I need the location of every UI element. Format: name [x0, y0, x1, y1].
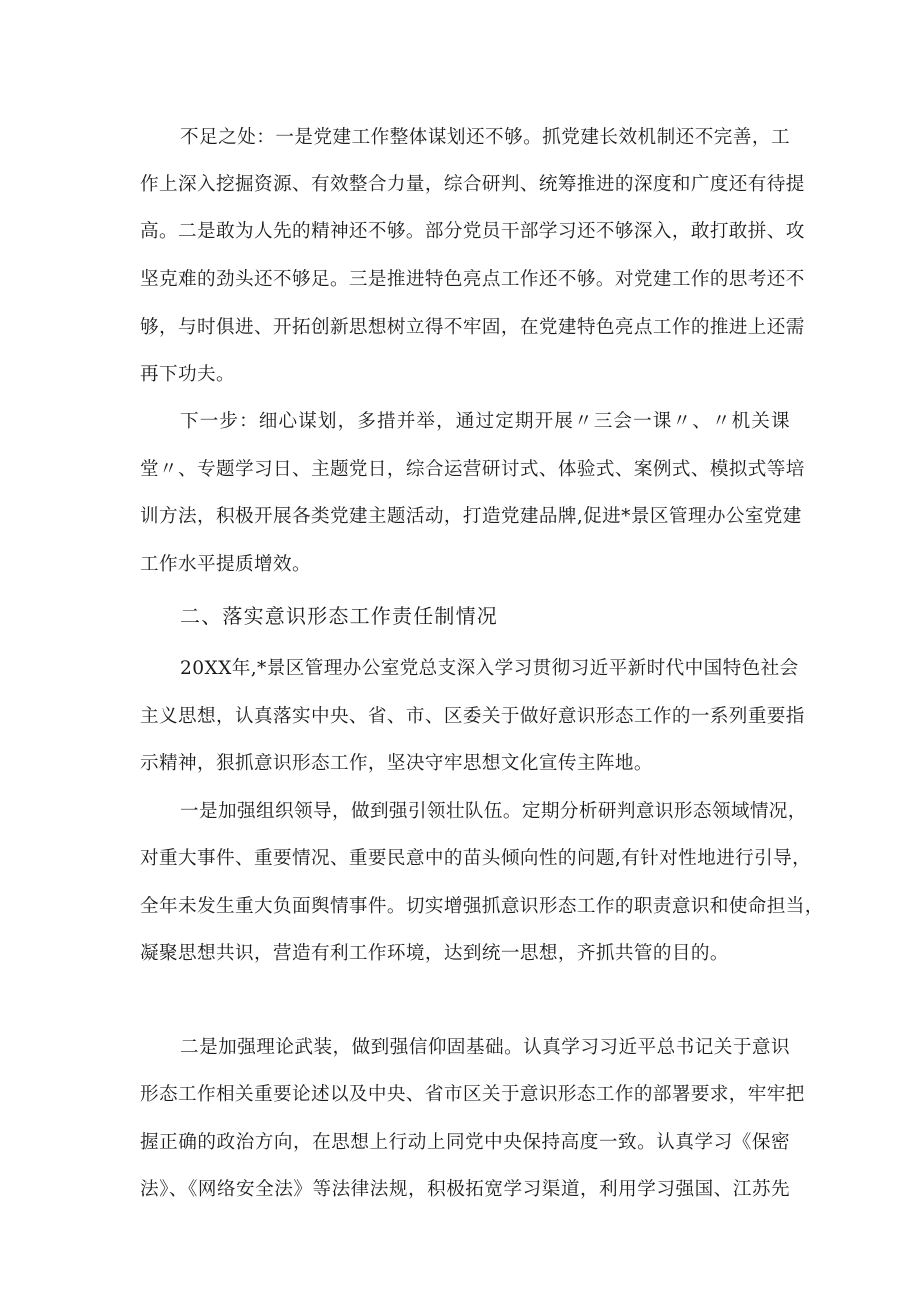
paragraph-shortcomings-line-6: 再下功夫。 — [140, 364, 235, 385]
paragraph-ideology-intro-line-1: 20XX年,*景区管理办公室党总支深入学习贯彻习近平新时代中国特色社会 — [180, 658, 799, 679]
paragraph-next-step-line-2: 堂〃、专题学习日、主题党日，综合运营研讨式、体验式、案例式、模拟式等培 — [140, 459, 805, 480]
section-heading: 二、落实意识形态工作责任制情况 — [180, 604, 498, 628]
paragraph-shortcomings-line-4: 坚克难的劲头还不够足。三是推进特色亮点工作还不够。对党建工作的思考还不 — [140, 269, 805, 290]
paragraph-ideology-intro-line-3: 示精神，狠抓意识形态工作，坚决守牢思想文化宣传主阵地。 — [140, 753, 653, 774]
paragraph-organization-line-2: 对重大事件、重要情况、重要民意中的苗头倾向性的问题,有针对性地进行引导， — [140, 848, 812, 869]
paragraph-shortcomings-line-3: 高。二是敢为人先的精神还不够。部分党员干部学习还不够深入，敢打敢拼、攻 — [140, 221, 805, 242]
paragraph-next-step-line-1: 下一步：细心谋划，多措并举，通过定期开展〃三会一课〃、〃机关课 — [180, 411, 790, 432]
paragraph-theory-line-4: 法》、《网络安全法》等法律法规，积极拓宽学习渠道，利用学习强国、江苏先 — [140, 1179, 790, 1200]
paragraph-organization-line-1: 一是加强组织领导，做到强引领壮队伍。定期分析研判意识形态领域情况， — [180, 801, 807, 822]
paragraph-theory-line-1: 二是加强理论武装，做到强信仰固基础。认真学习习近平总书记关于意识 — [180, 1037, 790, 1058]
paragraph-theory-line-3: 握正确的政治方向，在思想上行动上同党中央保持高度一致。认真学习《保密 — [140, 1132, 790, 1153]
paragraph-next-step-line-4: 工作水平提质增效。 — [140, 554, 311, 575]
paragraph-theory-line-2: 形态工作相关重要论述以及中央、省市区关于意识形态工作的部署要求，牢牢把 — [140, 1084, 805, 1105]
paragraph-shortcomings-line-2: 作上深入挖掘资源、有效整合力量，综合研判、统筹推进的深度和广度还有待提 — [140, 174, 805, 195]
paragraph-shortcomings-line-5: 够，与时俱进、开拓创新思想树立得不牢固，在党建特色亮点工作的推进上还需 — [140, 317, 805, 338]
paragraph-organization-line-4: 凝聚思想共识，营造有利工作环境，达到统一思想，齐抓共管的目的。 — [140, 943, 729, 964]
paragraph-next-step-line-3: 训方法，积极开展各类党建主题活动，打造党建品牌,促进*景区管理办公室党建 — [140, 506, 802, 527]
paragraph-shortcomings-line-1: 不足之处：一是党建工作整体谋划还不够。抓党建长效机制还不完善，工 — [180, 127, 790, 148]
paragraph-organization-line-3: 全年未发生重大负面舆情事件。切实增强抓意识形态工作的职责意识和使命担当， — [140, 896, 824, 917]
paragraph-ideology-intro-line-2: 主义思想，认真落实中央、省、市、区委关于做好意识形态工作的一系列重要指 — [140, 706, 805, 727]
